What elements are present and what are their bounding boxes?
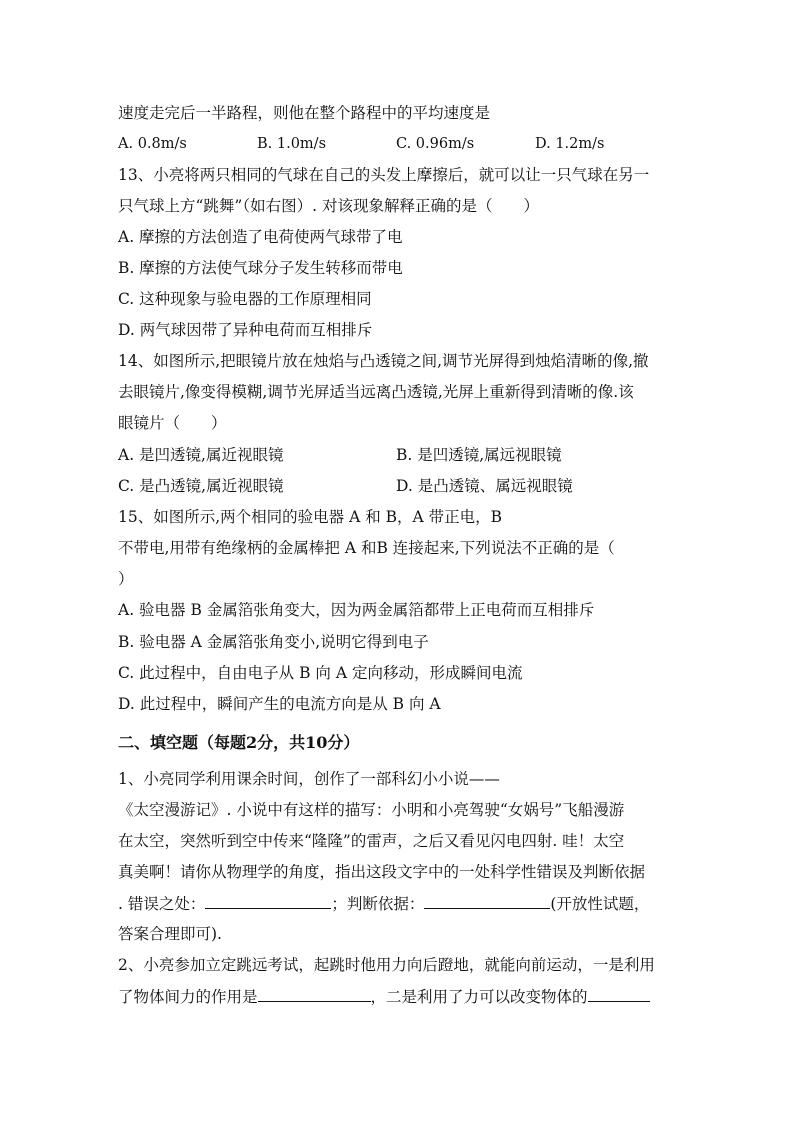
f2-line-2 [118,986,650,1007]
f1-line-1: 1、小亮同学利用课余时间，创作了一部科幻小小说—— [118,770,500,788]
q15-option-b: B. 验电器 A 金属箔张角变小,说明它得到电子 [118,633,429,651]
q15-stem-line-1: 15、如图所示,两个相同的验电器 A 和 B，A 带正电，B [118,508,503,526]
q14-option-a: A. 是凹透镜,属近视眼镜 [118,446,284,464]
q12-option-c: C. 0.96m/s [396,136,475,152]
q12-option-d: D. 1.2m/s [535,136,605,152]
f2-blank-2[interactable] [588,986,650,1002]
q14-option-d: D. 是凸透镜、属远视眼镜 [396,477,573,495]
q12-option-b: B. 1.0m/s [257,136,327,152]
q14-option-c: C. 是凸透镜,属近视眼镜 [118,477,284,495]
f2-prefix: 了物体间力的作用是 [118,988,258,1006]
q15-option-d: D. 此过程中，瞬间产生的电流方向是从 B 向 A [118,695,441,713]
q13-stem-line-2: 只气球上方“跳舞”（如右图）. 对该现象解释正确的是（ ） [118,197,539,215]
section-heading-fill-in: 二、填空题（每题2分，共10分） [118,733,360,752]
f1-error-label: . 错误之处： [118,895,206,913]
q12-option-a: A. 0.8m/s [118,136,187,152]
f1-error-blank[interactable] [205,893,331,909]
f1-line-3: 在太空，突然听到空中传来“隆隆”的雷声，之后又看见闪电四射. 哇！太空 [118,832,625,850]
q15-option-c: C. 此过程中，自由电子从 B 向 A 定向移动，形成瞬间电流 [118,664,523,682]
q15-option-a: A. 验电器 B 金属箔张角变大，因为两金属箔都带上正电荷而互相排斥 [118,601,595,619]
f1-basis-label: ；判断依据： [331,895,425,913]
q13-option-d: D. 两气球因带了异种电荷而互相排斥 [118,321,373,339]
q15-stem-line-2: 不带电,用带有绝缘柄的金属棒把 A 和B 连接起来,下列说法不正确的是（ [118,539,615,557]
f1-line-6: 答案合理即可). [118,925,222,943]
q13-option-a: A. 摩擦的方法创造了电荷使两气球带了电 [118,228,403,246]
f1-open-note: (开放性试题， [550,895,650,913]
q12-stem-tail: 速度走完后一半路程，则他在整个路程中的平均速度是 [118,104,491,122]
q14-stem-line-3: 眼镜片（ ） [118,414,227,432]
q13-option-c: C. 这种现象与验电器的工作原理相同 [118,290,372,308]
q13-stem-line-1: 13、小亮将两只相同的气球在自己的头发上摩擦后，就可以让一只气球在另一 [118,166,650,184]
f1-line-2: 《太空漫游记》. 小说中有这样的描写：小明和小亮驾驶“女娲号”飞船漫游 [118,801,625,819]
q13-option-b: B. 摩擦的方法使气球分子发生转移而带电 [118,259,403,277]
f2-middle: ，二是利用了力可以改变物体的 [370,988,588,1006]
q14-stem-line-2: 去眼镜片,像变得模糊,调节光屏适当远离凸透镜,光屏上重新得到清晰的像.该 [118,383,634,401]
f2-line-1: 2、小亮参加立定跳远考试，起跳时他用力向后蹬地，就能向前运动，一是利用 [118,956,655,974]
f1-basis-blank[interactable] [424,893,550,909]
q14-option-b: B. 是凹透镜,属远视眼镜 [396,446,562,464]
f1-line-5 [118,893,649,914]
q14-stem-line-1: 14、如图所示,把眼镜片放在烛焰与凸透镜之间,调节光屏得到烛焰清晰的像,撤 [118,352,649,370]
f1-line-4: 真美啊！请你从物理学的角度，指出这段文字中的一处科学性错误及判断依据 [118,863,646,881]
f2-blank-1[interactable] [258,986,371,1002]
q15-stem-line-3: ） [118,570,134,588]
